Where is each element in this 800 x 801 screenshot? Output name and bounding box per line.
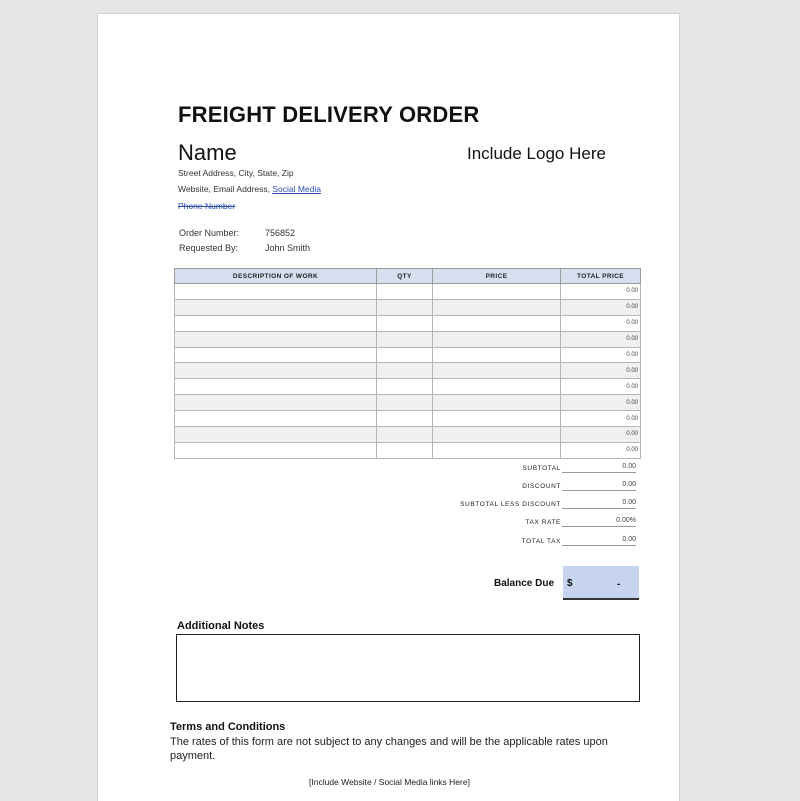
table-row [175,427,641,443]
total-price-cell: 0.00 [561,331,641,347]
description-cell[interactable] [175,315,377,331]
table-row [175,315,641,331]
header-total-price: TOTAL PRICE [561,269,641,284]
order-number-value: 756852 [265,228,296,238]
description-cell[interactable] [175,331,377,347]
social-media-link[interactable]: Social Media [272,184,322,194]
contact-prefix: Website, Email Address, [178,184,270,194]
balance-due-label: Balance Due [494,578,555,589]
qty-cell[interactable] [377,379,433,395]
total-price-cell: 0.00 [561,299,641,315]
subtotal-value: 0.00 [562,463,636,473]
table-row [175,379,641,395]
subtotal-less-discount-value: 0.00 [562,499,636,509]
logo-placeholder: Include Logo Here [467,144,606,163]
tax-rate-label: TAX RATE [525,519,561,526]
document-title: FREIGHT DELIVERY ORDER [178,102,480,127]
total-price-cell: 0.00 [561,363,641,379]
requested-by-value: John Smith [265,243,311,253]
total-price-cell: 0.00 [561,427,641,443]
total-tax-label: TOTAL TAX [521,538,561,545]
price-cell[interactable] [433,363,561,379]
total-price-cell: 0.00 [561,347,641,363]
qty-cell[interactable] [377,395,433,411]
qty-cell[interactable] [377,331,433,347]
description-cell[interactable] [175,427,377,443]
price-cell[interactable] [433,442,561,458]
table-row [175,442,641,458]
contact-line [178,184,321,194]
table-row [175,331,641,347]
order-number-label: Order Number: [179,228,240,238]
description-cell[interactable] [175,411,377,427]
address-line: Street Address, City, State, Zip [178,168,294,178]
price-cell[interactable] [433,411,561,427]
additional-notes-heading: Additional Notes [177,620,265,632]
price-cell[interactable] [433,284,561,300]
table-row [175,347,641,363]
tax-rate-value[interactable]: 0.00% [562,517,636,527]
total-price-cell: 0.00 [561,395,641,411]
total-price-cell: 0.00 [561,442,641,458]
total-price-cell: 0.00 [561,379,641,395]
total-price-cell: 0.00 [561,315,641,331]
total-price-cell: 0.00 [561,411,641,427]
phone-number-link[interactable]: Phone Number [178,201,236,211]
additional-notes-field[interactable] [176,634,640,702]
price-cell[interactable] [433,299,561,315]
requested-by-label: Requested By: [179,243,239,253]
description-cell[interactable] [175,395,377,411]
description-cell[interactable] [175,299,377,315]
header-qty: QTY [377,269,433,284]
qty-cell[interactable] [377,442,433,458]
price-cell[interactable] [433,331,561,347]
qty-cell[interactable] [377,363,433,379]
total-price-cell: 0.00 [561,284,641,300]
description-cell[interactable] [175,379,377,395]
line-items-table [174,268,641,459]
qty-cell[interactable] [377,315,433,331]
description-cell[interactable] [175,347,377,363]
table-row [175,299,641,315]
price-cell[interactable] [433,427,561,443]
balance-currency: $ [567,578,573,589]
qty-cell[interactable] [377,284,433,300]
qty-cell[interactable] [377,411,433,427]
balance-due-box [563,566,639,600]
document-page [97,13,680,801]
terms-heading: Terms and Conditions [170,721,286,733]
header-description: DESCRIPTION OF WORK [175,269,377,284]
qty-cell[interactable] [377,427,433,443]
table-row [175,363,641,379]
description-cell[interactable] [175,363,377,379]
price-cell[interactable] [433,379,561,395]
qty-cell[interactable] [377,347,433,363]
discount-label: DISCOUNT [522,483,561,490]
qty-cell[interactable] [377,299,433,315]
header-price: PRICE [433,269,561,284]
table-row [175,284,641,300]
total-tax-value: 0.00 [562,536,636,546]
description-cell[interactable] [175,284,377,300]
table-header-row [175,269,641,284]
discount-value[interactable]: 0.00 [562,481,636,491]
footer-links-placeholder: [Include Website / Social Media links Here] [309,777,470,787]
subtotal-less-discount-label: SUBTOTAL LESS DISCOUNT [460,501,561,508]
price-cell[interactable] [433,395,561,411]
subtotal-label: SUBTOTAL [522,465,561,472]
price-cell[interactable] [433,315,561,331]
price-cell[interactable] [433,347,561,363]
company-name: Name [178,140,237,165]
balance-due-value: - [617,579,621,590]
table-row [175,395,641,411]
terms-text: The rates of this form are not subject to any changes and will be the applicable rates upon payment. [170,736,608,762]
description-cell[interactable] [175,442,377,458]
table-row [175,411,641,427]
